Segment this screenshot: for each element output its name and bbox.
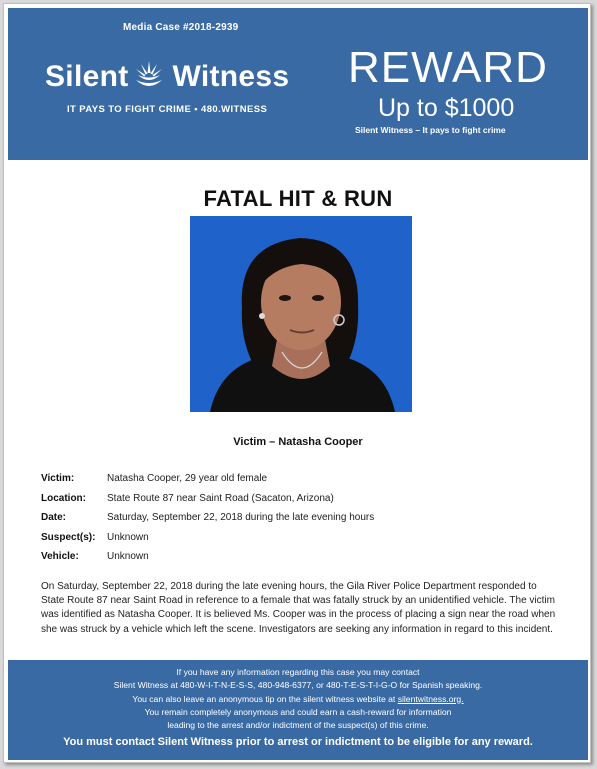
flyer-page: [3, 3, 591, 763]
header-banner: [8, 8, 588, 160]
detail-label: Vehicle:: [41, 551, 79, 562]
logo-word-witness: Witness: [172, 60, 290, 93]
detail-row-location: [41, 493, 374, 513]
footer-line-text: You can also leave an anonymous tip on the silent witness website at: [132, 693, 398, 704]
footer-line: Silent Witness at 480-W-I-T-N-E-S-S, 480-948-6377, or 480-T-E-S-T-I-G-O for Spanish speaking.: [113, 680, 483, 691]
reward-amount: Up to $1000: [378, 94, 515, 122]
detail-value: State Route 87 near Saint Road (Sacaton, Arizona): [107, 492, 334, 504]
detail-label: Suspect(s):: [41, 531, 96, 543]
eligibility-notice: You must contact Silent Witness prior to arrest or indictment to be eligible for any reward.: [63, 736, 533, 749]
victim-photo: [190, 216, 412, 412]
footer-line: You remain completely anonymous and could earn a cash-reward for information: [144, 706, 452, 717]
detail-row-victim: [41, 473, 374, 493]
photo-caption: Victim – Natasha Cooper: [233, 436, 363, 448]
detail-value: Unknown: [107, 551, 149, 562]
portrait-illustration: [190, 216, 412, 412]
detail-label: Victim:: [41, 473, 75, 484]
detail-row-vehicle: [41, 551, 374, 571]
website-link[interactable]: silentwitness.org.: [397, 693, 464, 704]
case-details: [41, 473, 374, 571]
detail-label: Date:: [41, 512, 67, 523]
media-case-number: Media Case #2018-2939: [123, 22, 239, 33]
footer-line: If you have any information regarding this case you may contact: [176, 667, 420, 677]
case-narrative: On Saturday, September 22, 2018 during the late evening hours, the Gila River Police Department responded to State Route 87 near Saint Road in reference to a female that was fatally struck by an unidentified vehicle. The victim was identified as Natasha Cooper. It is believed Ms. Cooper was in the process of placing a sign near the road when she was struck by a vehicle which left the scene. Investigators are seeking any information in regard to this incident.: [41, 581, 556, 635]
silent-witness-logo: [45, 60, 289, 94]
detail-value: Unknown: [107, 531, 149, 543]
reward-heading: REWARD: [348, 43, 548, 92]
footer-banner: [8, 660, 588, 760]
case-title: FATAL HIT & RUN: [203, 186, 393, 211]
detail-row-date: [41, 512, 374, 532]
logo-tagline: IT PAYS TO FIGHT CRIME • 480.WITNESS: [67, 104, 268, 115]
detail-row-suspects: [41, 532, 374, 552]
logo-word-silent: Silent: [45, 60, 129, 93]
detail-value: Saturday, September 22, 2018 during the late evening hours: [107, 512, 375, 523]
footer-line-website: [8, 693, 588, 706]
detail-value: Natasha Cooper, 29 year old female: [107, 473, 268, 484]
reward-subtitle: Silent Witness – It pays to fight crime: [355, 125, 506, 135]
sunburst-icon: [132, 58, 166, 92]
footer-line: leading to the arrest and/or indictment of the suspect(s) of this crime.: [167, 720, 429, 731]
detail-label: Location:: [41, 492, 86, 504]
